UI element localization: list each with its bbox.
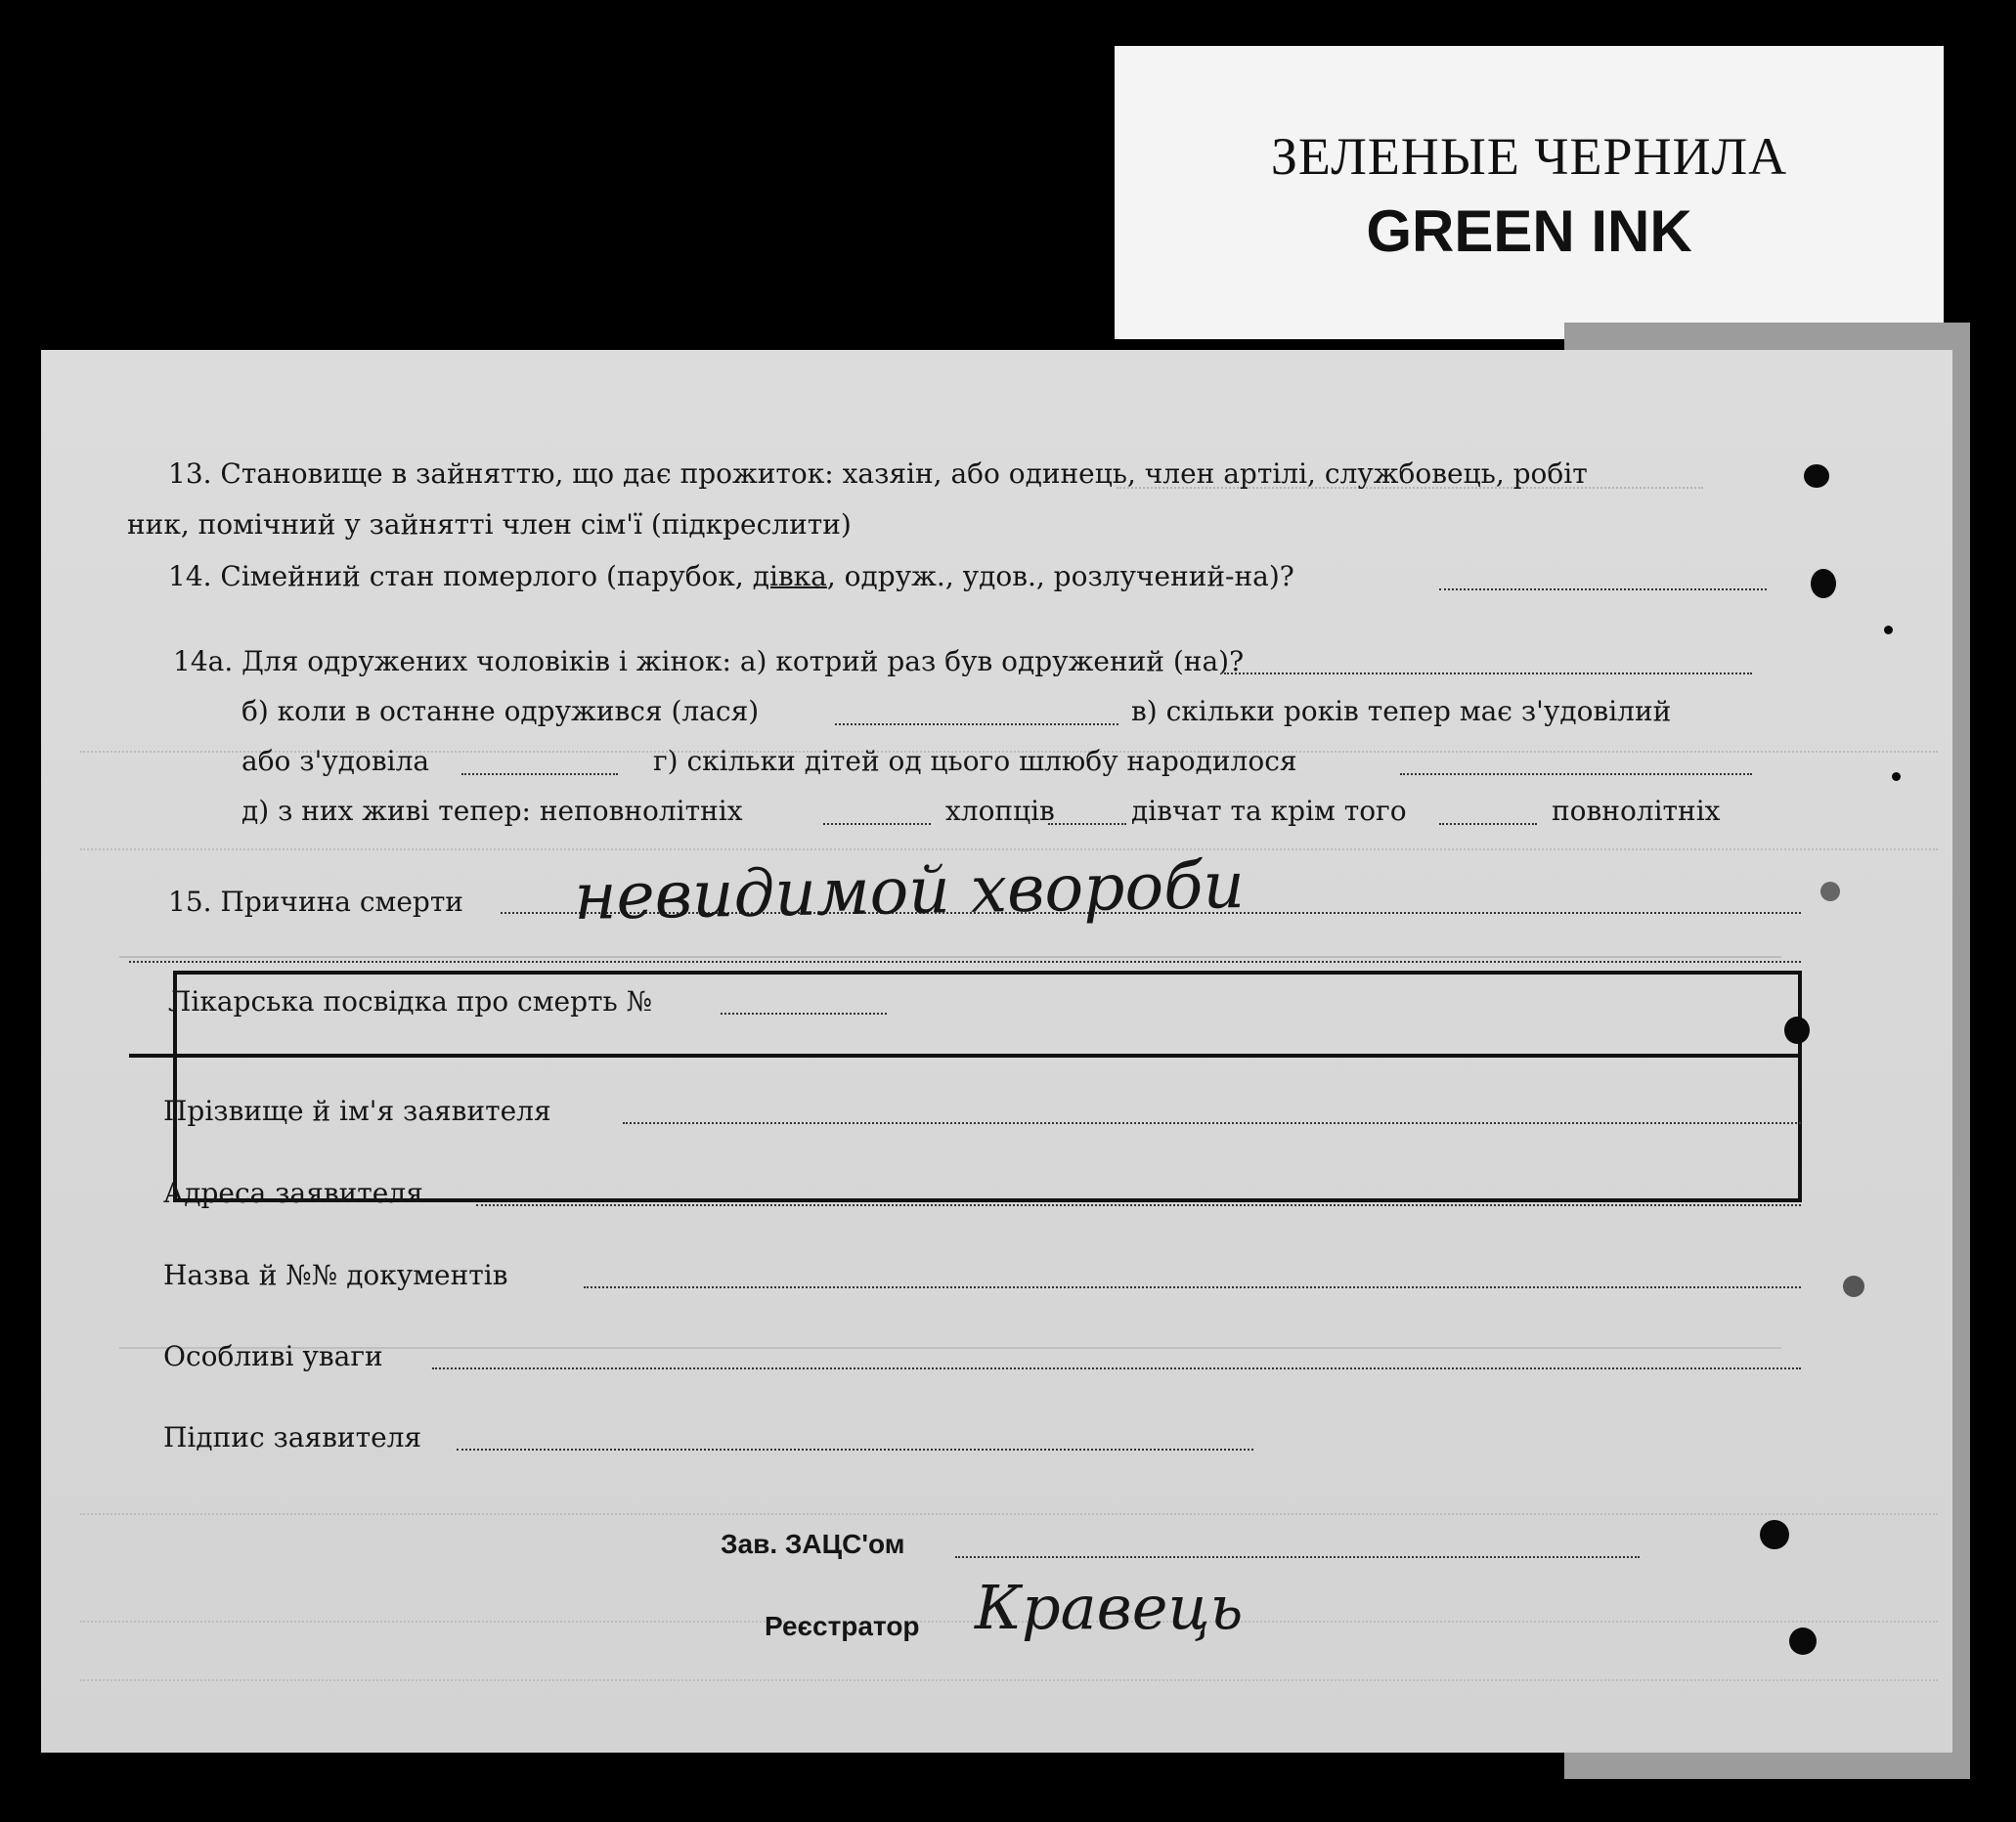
punch-hole <box>1804 464 1829 488</box>
medical-certificate-label: Лікарська посвідка про смерть № <box>168 985 653 1018</box>
item-14a-answer-line-boys <box>1048 823 1126 825</box>
item-14a-line-1: 14а. Для одружених чоловіків і жінок: а) котрий раз був одружений (на)? <box>173 645 1245 677</box>
item-14a-answer-line-g <box>1400 773 1752 775</box>
ink-label-card <box>1115 46 1944 339</box>
applicant-signature-line <box>457 1449 1253 1451</box>
item-14-rest: , одруж., удов., розлучений-на)? <box>826 560 1294 592</box>
registry-head-label: Зав. ЗАЦС'ом <box>721 1529 905 1559</box>
item-14a-b: б) коли в останне одружився (лася) <box>241 695 760 727</box>
applicant-name-label: Прізвище й ім'я заявителя <box>163 1095 551 1127</box>
item-14a-girls: дівчат та крім того <box>1131 795 1407 827</box>
bleed-through-line <box>80 1484 1938 1515</box>
punch-hole <box>1843 1276 1864 1297</box>
item-15-cause-of-death: 15. Причина смерти <box>168 886 463 918</box>
section-divider <box>129 1054 1801 1058</box>
item-13-line-2: ник, помічний у зайнятті член сім'ї (підкреслити) <box>127 508 852 541</box>
item-14a-answer-line-minors <box>823 823 931 825</box>
form-page <box>41 350 1952 1753</box>
punch-hole <box>1760 1520 1789 1549</box>
item-14a-boys: хлопців <box>945 795 1055 827</box>
bleed-through-line <box>119 956 1781 958</box>
item-13-line-1: 13. Становище в зайняттю, що дає прожиток: хазяін, або одинець, член артілі, службовець, робіт <box>168 457 1588 490</box>
applicant-signature-label: Підпис заявителя <box>163 1421 422 1453</box>
item-14a-g: г) скільки дітей од цього шлюбу народилося <box>653 745 1297 777</box>
applicant-address-line <box>476 1204 1801 1206</box>
punch-hole <box>1892 772 1901 781</box>
item-14a-adults: повнолітніх <box>1552 795 1721 827</box>
item-14a-d: д) з них живі тепер: неповнолітніх <box>241 795 743 827</box>
item-14-marital-status <box>168 560 1294 592</box>
registrar-signature: Кравець <box>975 1572 1244 1643</box>
item-14a-answer-line-a <box>1224 672 1752 674</box>
item-14-answer-line <box>1439 588 1767 590</box>
ink-label-russian: ЗЕЛЕНЫЕ ЧЕРНИЛА <box>1270 127 1788 186</box>
applicant-name-line <box>623 1122 1801 1124</box>
item-14-option-bachelor: парубок <box>616 560 735 592</box>
item-14a-answer-line-girls <box>1439 823 1537 825</box>
remarks-line <box>432 1367 1801 1369</box>
bleed-through-line <box>80 1650 1938 1681</box>
item-14-separator: , <box>734 560 753 592</box>
documents-label: Назва й №№ документів <box>163 1259 508 1291</box>
medical-certificate-number-line <box>721 1013 887 1015</box>
item-14a-abo: або з'удовіла <box>241 745 430 777</box>
punch-hole <box>1811 569 1836 598</box>
ink-label-english: GREEN INK <box>1366 198 1692 264</box>
item-14a-answer-line-v <box>461 773 618 775</box>
registry-head-line <box>955 1556 1640 1558</box>
registrar-label: Реєстратор <box>765 1611 920 1641</box>
punch-hole <box>1884 626 1893 634</box>
item-15-second-line <box>129 961 1801 963</box>
punch-hole <box>1784 1017 1810 1044</box>
punch-hole <box>1820 882 1840 901</box>
item-14a-answer-line-b <box>835 723 1118 725</box>
remarks-label: Особливі уваги <box>163 1340 383 1372</box>
documents-line <box>584 1286 1801 1288</box>
item-14-option-maiden-underlined: дівка <box>752 560 827 592</box>
item-14a-v: в) скільки років тепер має з'удовілий <box>1131 695 1672 727</box>
punch-hole <box>1789 1627 1817 1655</box>
applicant-address-label: Адреса заявителя <box>163 1177 423 1209</box>
item-14-prefix: 14. Сімейний стан померлого ( <box>168 560 617 592</box>
cause-of-death-handwriting: невидимой хвороби <box>573 847 1246 934</box>
